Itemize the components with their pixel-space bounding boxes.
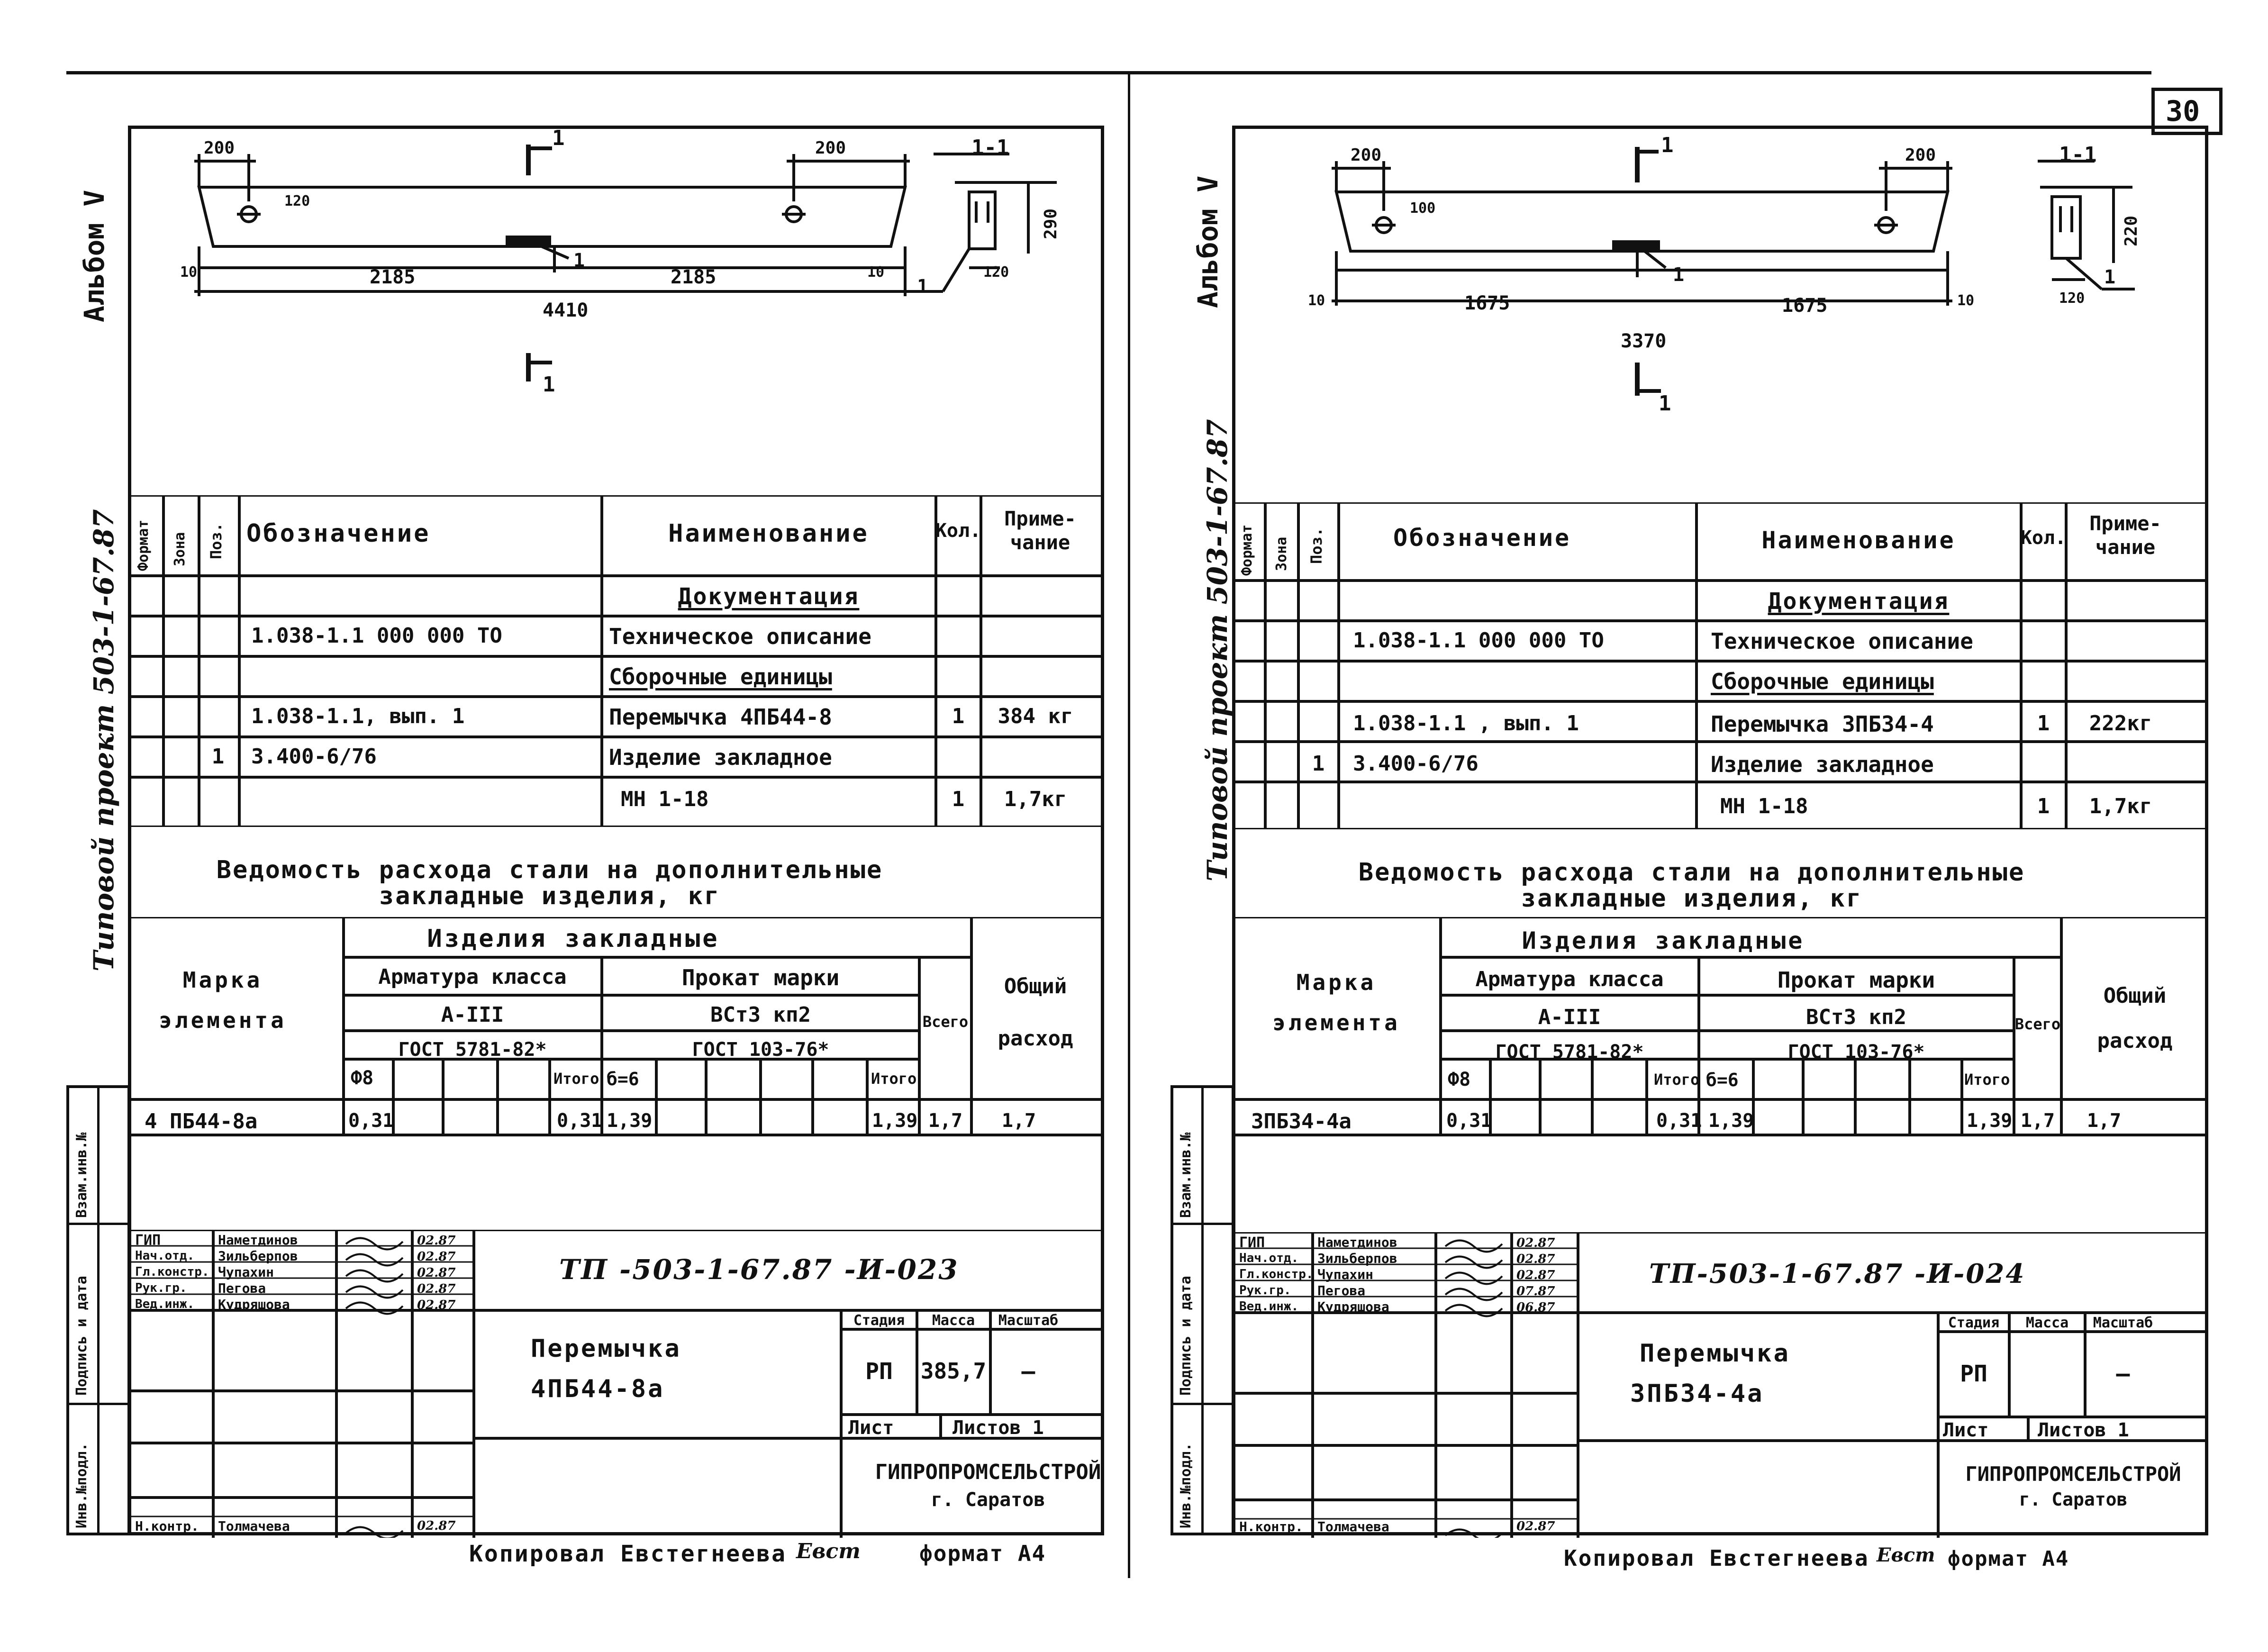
- col-format: Формат: [1239, 524, 1255, 576]
- steel-title-2: закладные изделия, кг: [1521, 884, 1863, 913]
- spec-name: Документация: [678, 583, 860, 610]
- spec-name: Изделие закладное: [1711, 752, 1934, 777]
- steel-armature: Арматура класса: [1475, 967, 1664, 991]
- doc-title-2: 4ПБ44-8а: [531, 1375, 665, 1403]
- dim-total: 4410: [543, 300, 589, 321]
- steel-row-total: 1,7: [2087, 1110, 2122, 1132]
- pos-1-callout: 1: [1673, 264, 1685, 286]
- steel-prokat: Прокат марки: [1777, 967, 1935, 993]
- steel-row-itogo2: 1,39: [872, 1110, 918, 1132]
- stamp-name: Чупахин: [1317, 1267, 1374, 1282]
- spec-designation: 3.400-6/76: [1353, 752, 1479, 776]
- dim-span-right: 2185: [671, 266, 717, 288]
- steel-general-2: расход: [998, 1026, 1073, 1051]
- copier-label: Копировал Евстегнеева: [1564, 1545, 1869, 1571]
- steel-row-itogo1: 0,31: [557, 1110, 603, 1132]
- mass-header: Масса: [932, 1312, 975, 1329]
- copier-signature: Евст: [1877, 1544, 1935, 1566]
- stamp-role: Вед.инж.: [135, 1297, 195, 1311]
- cut-mark-top: 1: [552, 126, 565, 150]
- dim-end-left: 200: [204, 138, 235, 158]
- stamp-date: 02.87: [417, 1250, 456, 1264]
- doc-title-1: Перемычка: [531, 1334, 681, 1363]
- stamp-date: 02.87: [417, 1266, 456, 1280]
- top-rule: [66, 71, 2151, 74]
- section-pos-1: 1: [2104, 266, 2116, 288]
- org-city: г. Саратов: [931, 1489, 1045, 1511]
- side-stamp-rule: [1170, 1403, 1234, 1405]
- col-zone: Зона: [172, 532, 188, 566]
- steel-delta: б=6: [1706, 1070, 1739, 1090]
- doc-code: ТП-503-1-67.87 -И-024: [1649, 1258, 2026, 1289]
- steel-row-itogo1: 0,31: [1656, 1110, 1702, 1132]
- dim-end-right: 200: [815, 138, 846, 158]
- album-label: Альбом V: [1192, 175, 1224, 308]
- steel-row-delta6: 1,39: [1708, 1110, 1754, 1132]
- section-pos-1: 1: [917, 276, 929, 298]
- stamp-name: Чупахин: [218, 1264, 274, 1280]
- steel-itogo-2: Итого: [1964, 1071, 2010, 1089]
- steel-gost2: ГОСТ 103-76*: [1787, 1041, 1925, 1063]
- spec-designation: 3.400-6/76: [251, 744, 377, 769]
- col-pos: Поз.: [207, 522, 225, 559]
- stamp-kontr-date: 02.87: [417, 1519, 456, 1533]
- stamp-role: Рук.гр.: [135, 1281, 187, 1295]
- steel-itogo-1: Итого: [1654, 1071, 1700, 1089]
- col-note: Приме-чание: [1004, 507, 1076, 554]
- spec-name: Техническое описание: [609, 624, 871, 649]
- steel-title-2: закладные изделия, кг: [379, 882, 721, 910]
- scale-header: Масштаб: [2093, 1315, 2153, 1331]
- dim-hole: 120: [284, 193, 310, 209]
- steel-armature: Арматура класса: [378, 965, 567, 989]
- spec-name: Изделие закладное: [609, 744, 832, 770]
- steel-delta: б=6: [607, 1069, 639, 1089]
- steel-title-1: Ведомость расхода стали на дополнительные: [1358, 858, 2025, 887]
- doc-code: ТП -503-1-67.87 -И-023: [559, 1253, 959, 1286]
- stamp-date: 06.87: [1516, 1300, 1555, 1315]
- side-inv-podl: Инв.№подл.: [1178, 1443, 1194, 1528]
- page-number: 30: [2166, 95, 2200, 128]
- mass-header: Масса: [2025, 1315, 2069, 1331]
- steel-row-itogo2: 1,39: [1967, 1110, 2013, 1132]
- side-stamp-rule: [1170, 1223, 1234, 1225]
- col-qty: Кол.: [2020, 527, 2067, 549]
- spec-designation: 1.038-1.1 000 000 ТО: [1353, 628, 1604, 653]
- stamp-role: Нач.отд.: [1239, 1251, 1299, 1265]
- spec-qty: 1: [2037, 711, 2050, 735]
- spec-name: Документация: [1768, 588, 1950, 615]
- stamp-role: Нач.отд.: [135, 1249, 195, 1263]
- scale-header: Масштаб: [998, 1312, 1059, 1329]
- stamp-role: ГИП: [1239, 1234, 1265, 1251]
- cut-mark-bottom: 1: [543, 372, 555, 397]
- stamp-date: 02.87: [1516, 1236, 1555, 1250]
- stamp-name: Зильберпов: [1317, 1251, 1397, 1266]
- scale-value: —: [2116, 1361, 2130, 1387]
- steel-row-mark: 3ПБ34-4а: [1251, 1109, 1352, 1134]
- col-qty: Кол.: [935, 520, 981, 542]
- stamp-n-kontr: Н.контр.: [135, 1518, 199, 1534]
- spec-qty: 1: [952, 787, 965, 811]
- col-name: Наименование: [1761, 526, 1956, 554]
- col-name: Наименование: [668, 519, 869, 548]
- steel-gost1: ГОСТ 5781-82*: [1495, 1041, 1644, 1063]
- steel-prokat-mark: ВСт3 кп2: [1806, 1005, 1906, 1029]
- cut-mark-top: 1: [1661, 133, 1674, 157]
- project-label: Типовой проект 503-1-67.87: [88, 509, 120, 971]
- steel-mark: Марка: [1296, 970, 1377, 995]
- steel-general-2: расход: [2097, 1029, 2173, 1053]
- steel-mark: Марка: [182, 967, 263, 993]
- steel-total-h: Всего: [922, 1013, 969, 1031]
- dim-span-right: 1675: [1782, 295, 1828, 317]
- org-name: ГИПРОПРОМСЕЛЬСТРОЙ: [875, 1460, 1101, 1484]
- stamp-name: Наметдинов: [218, 1232, 298, 1248]
- spec-name: Перемычка 3ПБ34-4: [1711, 711, 1934, 737]
- steel-phi: Ф8: [351, 1067, 374, 1089]
- side-stamp-divider: [1201, 1085, 1204, 1535]
- steel-row-mark: 4 ПБ44-8а: [145, 1109, 258, 1134]
- spec-name: Техническое описание: [1711, 628, 1973, 654]
- section-width: 120: [2059, 290, 2085, 307]
- dim-span-left: 2185: [370, 266, 416, 288]
- steel-row-vsego: 1,7: [928, 1110, 963, 1132]
- col-designation: Обозначение: [1393, 524, 1571, 552]
- side-inv-zam: Взам.инв.№: [73, 1132, 90, 1218]
- sheets-label: Листов 1: [2038, 1419, 2129, 1441]
- dim-total: 3370: [1621, 330, 1667, 352]
- album-label: Альбом V: [78, 190, 110, 322]
- steel-element: элемента: [159, 1008, 287, 1033]
- stamp-role: Рук.гр.: [1239, 1283, 1291, 1298]
- stage-header: Стадия: [1948, 1315, 2000, 1331]
- steel-general-1: Общий: [1004, 974, 1067, 998]
- stage-header: Стадия: [853, 1312, 905, 1329]
- spec-name: Сборочные единицы: [1711, 669, 1934, 694]
- copier-label: Копировал Евстегнеева: [469, 1541, 787, 1567]
- section-outline: [2052, 197, 2080, 258]
- spec-note: 1,7кг: [1004, 787, 1067, 811]
- steel-gost2: ГОСТ 103-76*: [692, 1039, 829, 1061]
- section-height: 290: [1041, 208, 1061, 239]
- beam-drawing: [128, 126, 1104, 495]
- stage-value: РП: [1960, 1361, 1987, 1387]
- section-width: 120: [983, 264, 1009, 281]
- section-label: 1-1: [971, 136, 1009, 160]
- stamp-name: Кудряшова: [1317, 1299, 1389, 1315]
- dim-off-right: 10: [1957, 292, 1975, 309]
- dim-end-left: 200: [1351, 145, 1382, 165]
- col-note: Приме-чание: [2089, 512, 2161, 559]
- spec-name: Перемычка 4ПБ44-8: [609, 704, 832, 730]
- col-zone: Зона: [1273, 536, 1290, 571]
- section-height: 220: [2122, 215, 2141, 246]
- spec-name: Сборочные единицы: [609, 664, 832, 690]
- spec-name: МН 1-18: [621, 787, 709, 811]
- stamp-role: Гл.констр.: [135, 1265, 209, 1279]
- side-stamp-rule: [66, 1403, 130, 1405]
- cut-mark-bottom: 1: [1659, 391, 1671, 416]
- sheets-label: Листов 1: [953, 1417, 1044, 1439]
- steel-total-h: Всего: [2014, 1015, 2061, 1033]
- spec-pos: 1: [211, 744, 225, 769]
- steel-group: Изделия закладные: [427, 925, 720, 953]
- format-label: формат А4: [1948, 1547, 2069, 1571]
- steel-row-total: 1,7: [1001, 1110, 1036, 1132]
- scale-value: —: [1021, 1358, 1035, 1385]
- spec-designation: 1.038-1.1, вып. 1: [251, 704, 465, 728]
- steel-itogo-1: Итого: [553, 1070, 599, 1088]
- stamp-kontr-date: 02.87: [1516, 1519, 1555, 1534]
- steel-armature-class: А-III: [441, 1003, 504, 1027]
- dim-end-right: 200: [1905, 145, 1936, 165]
- stamp-name: Пегова: [218, 1280, 266, 1296]
- steel-element: элемента: [1272, 1010, 1400, 1035]
- section-label: 1-1: [2059, 143, 2097, 167]
- stamp-date: 02.87: [417, 1298, 456, 1312]
- spec-qty: 1: [2037, 794, 2050, 818]
- steel-row-vsego: 1,7: [2020, 1110, 2055, 1132]
- stage-value: РП: [865, 1358, 893, 1385]
- doc-title-1: Перемычка: [1640, 1339, 1790, 1368]
- steel-prokat: Прокат марки: [681, 965, 840, 990]
- project-label: Типовой проект 503-1-67.87: [1201, 419, 1234, 881]
- steel-row-delta6: 1,39: [607, 1110, 653, 1132]
- dim-off-left: 10: [1308, 292, 1325, 309]
- steel-prokat-mark: ВСт3 кп2: [710, 1003, 811, 1027]
- dim-span-left: 1675: [1464, 292, 1510, 314]
- stamp-date: 02.87: [1516, 1268, 1555, 1282]
- spec-qty: 1: [952, 704, 965, 728]
- side-stamp-divider: [97, 1085, 100, 1535]
- page-divider: [1128, 71, 1130, 1578]
- spec-table-grid: [1232, 502, 2208, 829]
- side-stamp-rule: [66, 1223, 130, 1225]
- stamp-role: ГИП: [135, 1232, 161, 1249]
- org-city: г. Саратов: [2019, 1489, 2128, 1510]
- steel-row-phi8: 0,31: [1446, 1110, 1492, 1132]
- stamp-role: Вед.инж.: [1239, 1299, 1299, 1314]
- side-signature-date: Подпись и дата: [73, 1276, 90, 1396]
- side-inv-podl: Инв.№подл.: [73, 1443, 90, 1528]
- doc-title-2: 3ПБ34-4а: [1630, 1380, 1764, 1408]
- mass-value: 385,7: [920, 1358, 987, 1384]
- stamp-name: Пегова: [1317, 1283, 1366, 1298]
- spec-pos: 1: [1312, 752, 1325, 776]
- spec-designation: 1.038-1.1 000 000 ТО: [251, 624, 502, 648]
- col-pos: Поз.: [1307, 527, 1325, 564]
- sheet-label: Лист: [848, 1417, 894, 1439]
- spec-note: 1,7кг: [2089, 794, 2152, 818]
- stamp-name: Наметдинов: [1317, 1234, 1397, 1250]
- dim-hole: 100: [1410, 200, 1436, 217]
- stamp-role: Гл.констр.: [1239, 1267, 1314, 1281]
- dim-off-left: 10: [180, 264, 198, 281]
- stamp-name: Кудряшова: [218, 1297, 290, 1312]
- stamp-n-kontr-name: Толмачева: [218, 1518, 290, 1534]
- stamp-date: 02.87: [417, 1282, 456, 1296]
- steel-group: Изделия закладные: [1522, 927, 1805, 954]
- spec-designation: 1.038-1.1 , вып. 1: [1353, 711, 1579, 735]
- stamp-date: 02.87: [1516, 1252, 1555, 1266]
- side-signature-date: Подпись и дата: [1178, 1276, 1194, 1396]
- steel-gost1: ГОСТ 5781-82*: [398, 1039, 547, 1061]
- pos-1-callout: 1: [573, 250, 585, 272]
- stamp-date: 02.87: [417, 1234, 456, 1248]
- format-label: формат А4: [919, 1541, 1046, 1566]
- copier-signature: Евст: [796, 1539, 861, 1563]
- stamp-name: Зильберпов: [218, 1248, 298, 1264]
- steel-itogo-2: Итого: [871, 1070, 917, 1088]
- org-name: ГИПРОПРОМСЕЛЬСТРОЙ: [1965, 1462, 2181, 1486]
- stamp-n-kontr-name: Толмачева: [1317, 1519, 1389, 1534]
- steel-armature-class: А-III: [1538, 1005, 1601, 1029]
- sheet-label: Лист: [1943, 1419, 1989, 1441]
- steel-general-1: Общий: [2103, 984, 2167, 1008]
- section-outline: [969, 192, 995, 249]
- stamp-n-kontr: Н.контр.: [1239, 1519, 1303, 1534]
- steel-row-phi8: 0,31: [348, 1110, 394, 1132]
- steel-title-1: Ведомость расхода стали на дополнительные: [216, 856, 883, 884]
- col-designation: Обозначение: [246, 519, 431, 548]
- col-format: Формат: [135, 519, 152, 571]
- steel-phi: Ф8: [1448, 1069, 1471, 1090]
- dim-off-right: 10: [867, 264, 885, 281]
- spec-note: 222кг: [2089, 711, 2152, 735]
- stamp-date: 07.87: [1516, 1284, 1555, 1298]
- side-inv-zam: Взам.инв.№: [1178, 1132, 1194, 1218]
- beam-drawing: [1232, 126, 2208, 505]
- spec-name: МН 1-18: [1720, 794, 1808, 818]
- spec-note: 384 кг: [998, 704, 1073, 728]
